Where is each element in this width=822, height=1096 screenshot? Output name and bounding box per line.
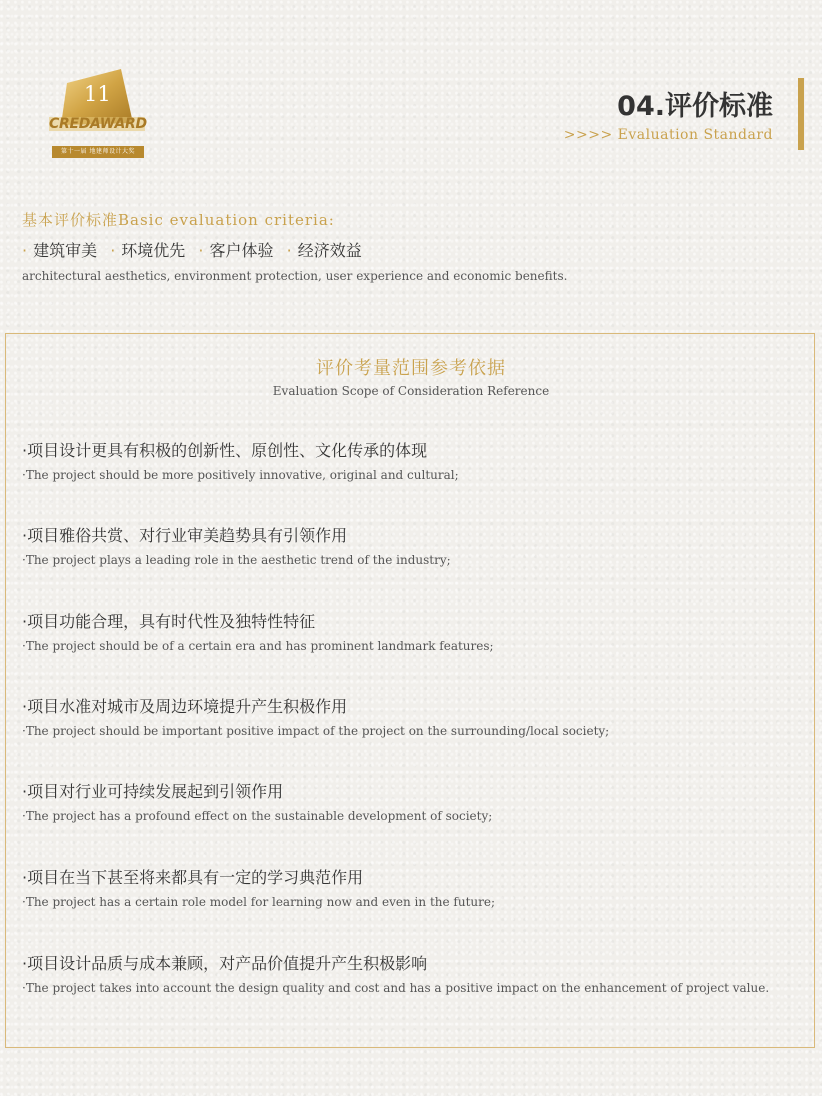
criterion-en: ·The project plays a leading role in the aesthetic trend of the industry; [22, 553, 451, 567]
criterion-en: ·The project should be important positive impact of the project on the surrounding/local society; [22, 724, 610, 738]
criterion-en: ·The project should be more positively innovative, original and cultural; [22, 468, 459, 482]
bullet: · [110, 241, 116, 260]
basic-criteria-list [22, 238, 370, 261]
section-subtitle: >>>> Evaluation Standard [563, 127, 773, 143]
title-accent-bar [798, 78, 804, 150]
criterion-item [22, 867, 798, 915]
criterion-en: ·The project should be of a certain era and has prominent landmark features; [22, 639, 494, 653]
section-title: 04.评价标准 [617, 91, 773, 122]
logo-number: 11 [84, 82, 111, 106]
logo-caption: 第十一届 地建师设计大奖 [52, 146, 144, 158]
basic-criteria-label: 基本评价标准Basic evaluation criteria: [22, 211, 335, 229]
criterion-zh: ·项目水准对城市及周边环境提升产生积极作用 [22, 697, 348, 716]
basic-criteria-item: 经济效益 [297, 241, 362, 260]
criterion-item [22, 611, 798, 659]
criterion-zh: ·项目设计品质与成本兼顾，对产品价值提升产生积极影响 [22, 954, 428, 973]
criterion-zh: ·项目雅俗共赏、对行业审美趋势具有引领作用 [22, 526, 348, 545]
criterion-zh: ·项目功能合理，具有时代性及独特性特征 [22, 612, 316, 631]
criterion-item [22, 525, 798, 573]
criterion-item [22, 781, 798, 829]
basic-criteria-english: architectural aesthetics, environment protection, user experience and economic benefits. [22, 269, 568, 283]
scope-title: 评价考量范围参考依据 [316, 358, 506, 379]
criterion-zh: ·项目设计更具有积极的创新性、原创性、文化传承的体现 [22, 441, 428, 460]
basic-criteria-item: 环境优先 [121, 241, 186, 260]
criterion-en: ·The project has a certain role model for learning now and even in the future; [22, 895, 496, 909]
criterion-item [22, 953, 798, 1001]
criterion-en: ·The project has a profound effect on the sustainable development of society; [22, 809, 493, 823]
criterion-item [22, 696, 798, 744]
criterion-item [22, 440, 798, 488]
logo-wordmark: CREDAWARD [49, 116, 147, 132]
bullet: · [22, 241, 28, 260]
criterion-en: ·The project takes into account the design quality and cost and has a positive impact on the enhancement of project value. [22, 981, 770, 995]
criterion-zh: ·项目在当下甚至将来都具有一定的学习典范作用 [22, 868, 364, 887]
basic-criteria-item: 建筑审美 [33, 241, 98, 260]
bullet: · [198, 241, 204, 260]
basic-criteria-item: 客户体验 [209, 241, 274, 260]
bullet: · [286, 241, 292, 260]
scope-subtitle: Evaluation Scope of Consideration Reference [272, 384, 550, 398]
criterion-zh: ·项目对行业可持续发展起到引领作用 [22, 782, 284, 801]
